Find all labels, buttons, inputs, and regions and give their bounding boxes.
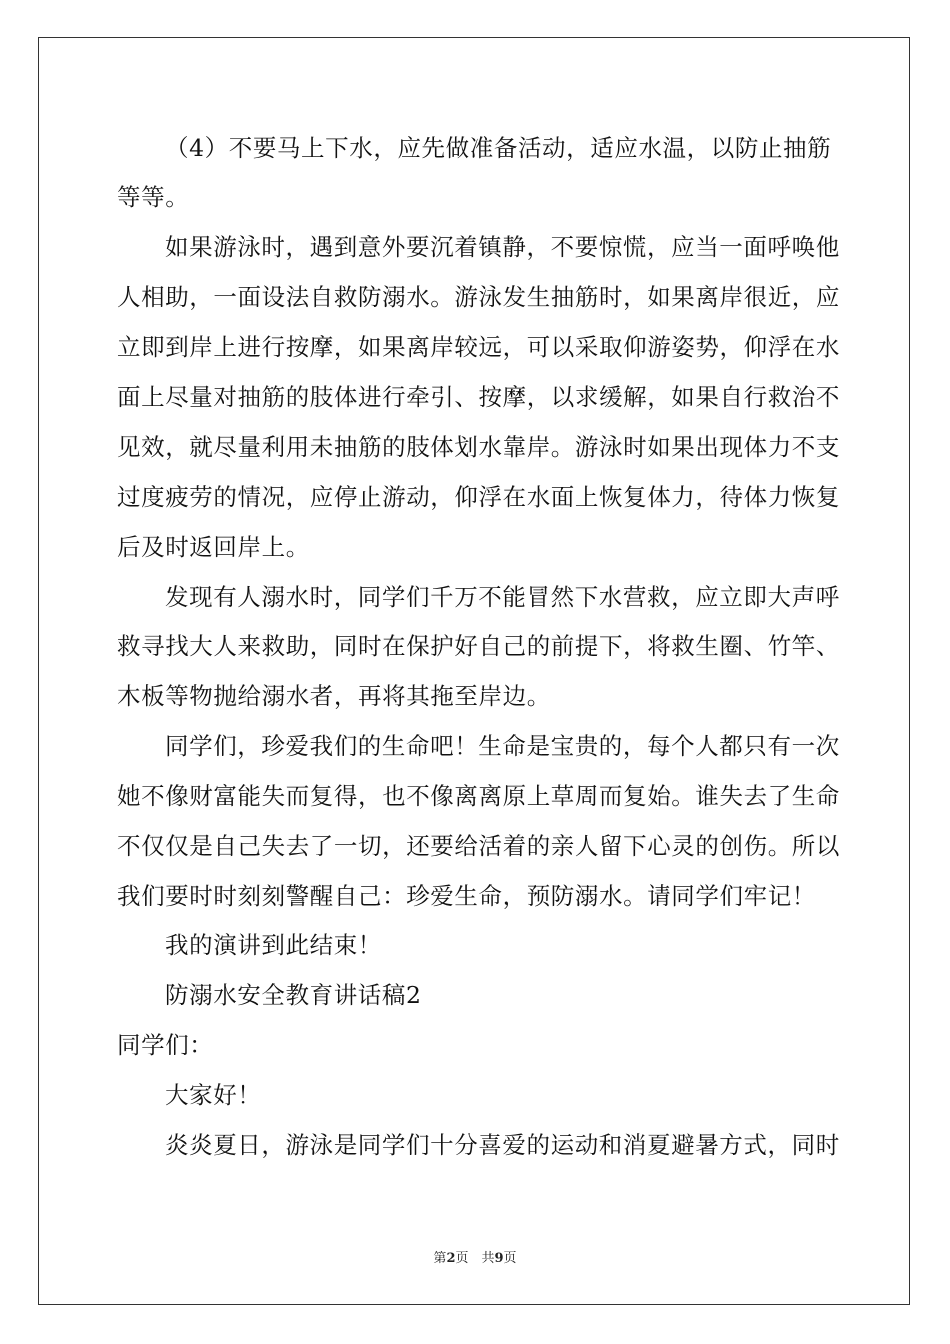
text-line: 同学们，珍爱我们的生命吧！生命是宝贵的，每个人都只有一次 (165, 732, 840, 760)
text-line: （4）不要马上下水，应先做准备活动，适应水温，以防止抽筋 (165, 134, 832, 162)
text-line: 见效，就尽量利用未抽筋的肢体划水靠岸。游泳时如果出现体力不支 (117, 433, 840, 461)
text-line: 我们要时时刻刻警醒自己：珍爱生命，预防溺水。请同学们牢记！ (117, 882, 816, 910)
text-line: 立即到岸上进行按摩，如果离岸较远，可以采取仰游姿势，仰浮在水 (117, 333, 840, 361)
text-line: 如果游泳时，遇到意外要沉着镇静，不要惊慌，应当一面呼唤他 (165, 233, 840, 261)
text-line: 炎炎夏日，游泳是同学们十分喜爱的运动和消夏避暑方式，同时 (165, 1131, 840, 1159)
greeting: 大家好！ (165, 1081, 262, 1109)
text-line: 等等。 (117, 183, 190, 211)
text-line: 不仅仅是自己失去了一切，还要给活着的亲人留下心灵的创伤。所以 (117, 832, 840, 860)
text-line: 发现有人溺水时，同学们千万不能冒然下水营救，应立即大声呼 (165, 583, 840, 611)
page-prefix: 第 (433, 1251, 447, 1266)
current-page-number: 2 (446, 1251, 456, 1266)
text-line: 人相助，一面设法自救防溺水。游泳发生抽筋时，如果离岸很近，应 (117, 283, 840, 311)
text-line: 我的演讲到此结束！ (165, 931, 382, 959)
text-line: 过度疲劳的情况，应停止游动，仰浮在水面上恢复体力，待体力恢复 (117, 483, 840, 511)
text-line: 后及时返回岸上。 (117, 533, 310, 561)
total-page-number: 9 (494, 1251, 504, 1266)
text-line: 木板等物抛给溺水者，再将其拖至岸边。 (117, 682, 551, 710)
text-line: 面上尽量对抽筋的肢体进行牵引、按摩，以求缓解，如果自行救治不 (117, 383, 840, 411)
page-footer (0, 1247, 950, 1266)
text-line: 救寻找大人来救助，同时在保护好自己的前提下，将救生圈、竹竿、 (117, 632, 840, 660)
page-mid: 页 共 (455, 1251, 495, 1266)
section-heading: 防溺水安全教育讲话稿2 (165, 981, 422, 1009)
page-suffix: 页 (503, 1251, 517, 1266)
text-line: 她不像财富能失而复得，也不像离离原上草周而复始。谁失去了生命 (117, 782, 840, 810)
salutation: 同学们： (117, 1031, 214, 1059)
